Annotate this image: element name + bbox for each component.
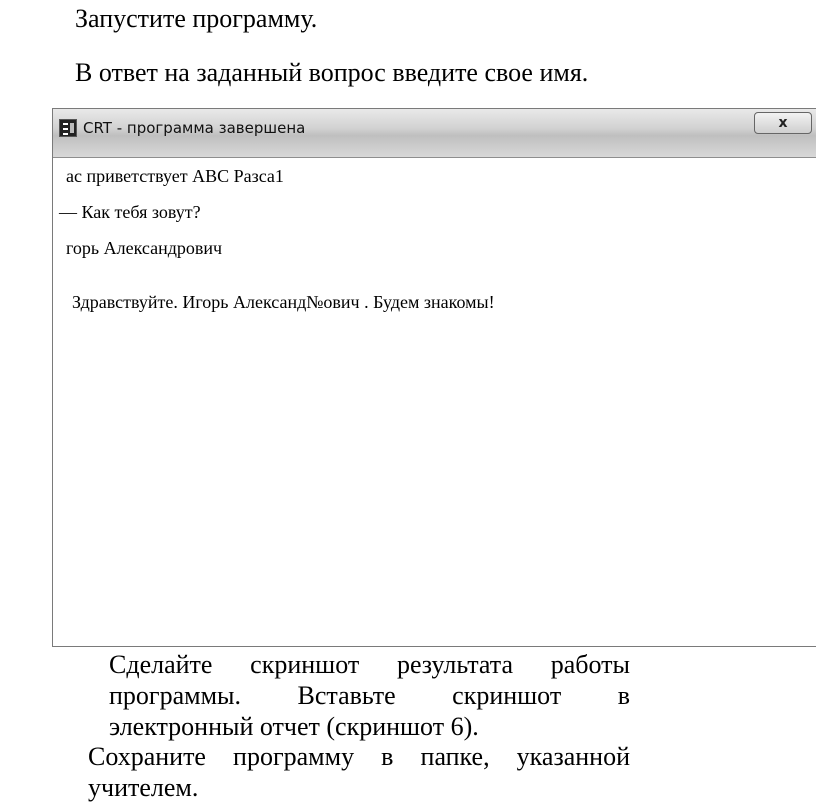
crt-window <box>52 108 816 647</box>
paragraph-line: электронный отчет (скриншот 6). <box>109 712 479 741</box>
paragraph-line: Сохраните программу в папке, указанной <box>88 742 630 771</box>
crt-app-icon[interactable] <box>59 119 77 137</box>
paragraph-line: программы. Вставьте скриншот в <box>109 681 630 710</box>
paragraph-line: учителем. <box>88 773 199 802</box>
console-line-response: Здравствуйте. Игорь Александ№ович . Будем знакомы! <box>72 292 495 312</box>
console-line-greeting: ас приветствует ABC Разса1 <box>66 166 284 186</box>
close-button[interactable]: x <box>754 112 812 134</box>
console-line-question: — Как тебя зовут? <box>59 202 201 222</box>
instruction-line-run-program: Запустите программу. <box>75 4 318 33</box>
window-title: CRT - программа завершена <box>83 119 306 137</box>
window-titlebar[interactable] <box>53 109 816 158</box>
instruction-paragraph-save <box>88 741 630 803</box>
paragraph-line: Сделайте скриншот результата работы <box>109 650 630 679</box>
instruction-paragraph-screenshot <box>109 649 630 742</box>
instruction-line-enter-name: В ответ на заданный вопрос введите свое имя. <box>75 58 589 87</box>
console-line-user-input: горь Александрович <box>66 238 223 258</box>
console-output <box>53 158 816 646</box>
